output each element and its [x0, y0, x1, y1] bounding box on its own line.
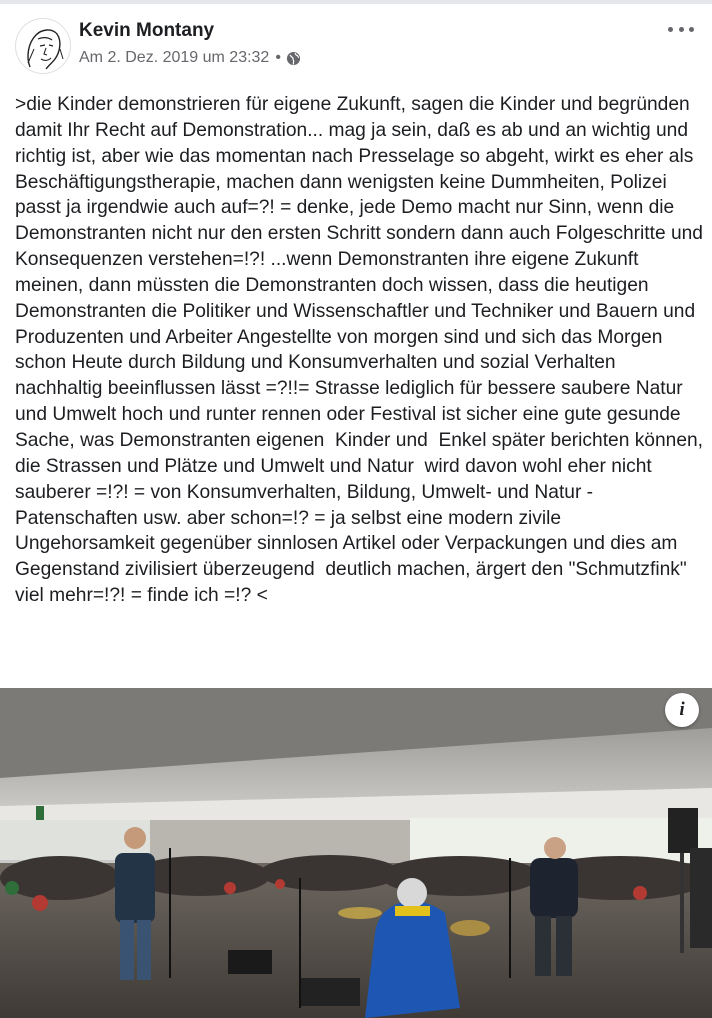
avatar[interactable] [15, 18, 71, 74]
globe-icon[interactable] [286, 51, 301, 66]
meta-separator: • [275, 49, 281, 66]
post-meta [79, 49, 301, 67]
author-name[interactable]: Kevin Montany [79, 20, 215, 41]
avatar-sketch-icon [16, 19, 70, 73]
post-header [0, 4, 712, 76]
post-timestamp[interactable]: Am 2. Dez. 2019 um 23:32 [79, 49, 270, 66]
more-horizontal-icon[interactable] [668, 21, 694, 37]
post-body-text: >die Kinder demonstrieren für eigene Zukunft, sagen die Kinder und begründen damit Ihr Recht auf Demonstration... mag ja sein, daß es ab und an wichtig und richtig ist, aber wie das momentan nach Presselage so abgeht, wirkt es eher als Beschäftigungstherapie, machen dann wenigsten keine Dummheiten, Polizei passt ja irgendwie auch auf=?! = denke, jede Demo macht nur Sinn, wenn die Demonstranten nicht nur den ersten Schritt sondern dann auch Folgeschritte und Konsequenzen verstehen=!?! ...wenn Demonstranten ihre eigene Zukunft meinen, dann müssten die Demonstranten doch wissen, dass die heutigen Demonstranten die Politiker und Wissenschaftler und Techniker und Bauern und Produzenten und Arbeiter Angestellte von morgen sind und sich das Morgen schon Heute durch Bildung und Konsumverhalten und sozial Verhalten nachhaltig beeinflussen lässt =?!!= Strasse lediglich für bessere saubere Natur und Umwelt hoch und runter rennen oder Festival ist sicher eine gute gesunde Sache, was Demonstranten eigenen Kinder und Enkel später berichten können, die Strassen und Plätze und Umwelt und Natur wird davon wohl eher nicht sauberer =!?! = von Konsumverhalten, Bildung, Umwelt- und Natur - Patenschaften usw. aber schon=!? = ja selbst eine modern zivile Ungehorsamkeit gegenüber sinnlosen Artikel oder Verpackungen und dies am Gegenstand zivilisiert überzeugend deutlich machen, ärgert den "Schmutzfink" viel mehr=!?! = finde ich =!? < [15, 94, 709, 607]
concert-under-bridge-image [0, 688, 712, 1018]
post-photo[interactable] [0, 688, 712, 1018]
info-icon[interactable]: i [665, 693, 699, 727]
